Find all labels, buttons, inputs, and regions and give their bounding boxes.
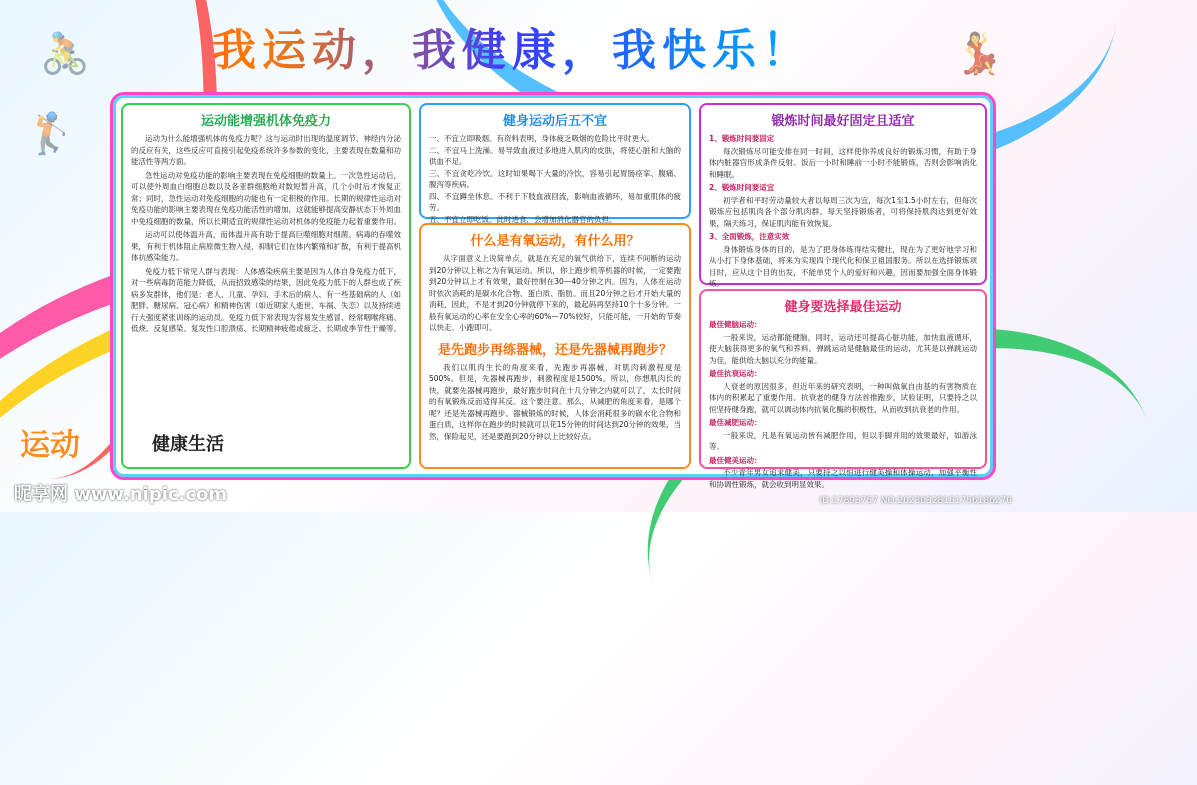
panel-best-exercise [699,289,987,489]
immunity-paragraph: 免疫力低下常见人群与表现：人体感染疾病主要是因为人体自身免疫力低下，对一些病毒防范能力降低，从而招致感染的结果，因此免疫力低下的人群也成了疾病多发群体，他们是：老人、儿童、孕妇、手术后的病人、有一些基础病的人（如肥胖、糖尿病、冠心病）和精神伤害（如近期家人逝世、车祸、失恋）以及持续进行大强度紧张训练的运动员。免疫力低下常表现为容易发生感冒、经常咽喉疼痛、低烧、反复感染、复发性口腔溃疡、长期精神疲倦或疲乏、长期或季节性干燥等。 [131,266,401,333]
panel-best-exercise-title: 健身要选择最佳运动 [784,300,902,315]
list-item: 四、不宜蹲坐休息。不利于下肢血液回流，影响血液循环，易加重肌体的疲劳。 [429,191,681,212]
list-item: 二、不宜马上洗澡。易导致血液过多地进入肌肉的皮肤，将使心脏和大脑的供血不足。 [429,145,681,166]
section-text: 不少青年男女追求健美，只要持之以恒进行健美操和体操运动，加强平衡性和协调性锻炼，就会收到明显效果。 [709,468,977,489]
watermark-left: 昵享网 www.nipic.com [14,484,228,505]
panel-immunity-body [123,133,409,335]
sport-logo-subtitle: 健康生活 [152,434,224,455]
list-item: 一、不宜立即吸烟。有资料表明，身体疲乏吸烟的危险比平时更大。 [429,134,654,143]
list-item: 三、不宜贪吃冷饮。这时如果喝下大量的冷饮，容易引起胃肠痉挛、腹痛、腹泻等疾病。 [429,168,681,189]
sport-logo: 运动 [20,428,80,463]
watermark-right: ID:17893757 NO:20230328151756186270 [819,496,1012,506]
panel-five-donts [419,103,691,224]
section-heading: 2、锻炼时间要适宜 [709,183,775,192]
page-title: 我运动，我健康，我快乐！ [0,14,1024,78]
panel-immunity-title: 运动能增强机体免疫力 [200,114,331,129]
section-heading: 最佳健美运动： [709,455,762,465]
section-text: 身体锻炼身体的目的，是为了把身体练得结实健壮，现在为了更好地学习和从小打下身体基础，将来为实现四个现代化和保卫祖国服务。所以在选择锻炼项目时，应从这个目的出发，不能单凭个人的爱好和兴趣，因而要加强全面身体锻炼。 [709,244,977,288]
panel-exercise-time-title: 锻炼时间最好固定且适宜 [771,114,915,129]
panel-exercise-time [699,103,987,288]
section-text: 一般来说，凡是有氧运动皆有减肥作用，但以手脚并用的效果最好，如游泳等。 [709,430,977,451]
section-text: 人衰老的原因很多，但近年来的研究表明，一种叫做氧自由基的有害物质在体内的积累起了重要作用。抗衰老的健身方法首推跑步，试验证明，只要持之以恒坚持健身跑，就可以调动体内抗氧化酶的积极性，从而收到抗衰老的作用。 [709,381,977,414]
aerobic-paragraph: 从字面意义上说简单点，就是在充足的氧气供给下，连续不间断的运动到20分钟以上称之为有氧运动。所以，你上跑步机等机器的时候，一定要跑到20分钟以上才有效果，最好控制在30—40分钟之内。因为，人体在运动时依次消耗的是碳水化合物、蛋白质、脂肪。而且20分钟之后才开始大量的消耗，因此，不是才到20分钟就停下来的，最起码再坚持10个十多分钟。一般有氧运动的心率在安全心率的60%—70%较好，只能可能，一开始的节奏以快走、小跑即可。 [429,254,681,332]
immunity-paragraph: 运动为什么能增强机体的免疫力呢？这与运动时出现的温度调节、神经内分泌的反应有关，这些反应可直接引起免疫系统许多参数的变化，主要表现在数量和功能活性等两方面。 [131,134,401,166]
panel-best-exercise-body [701,319,985,490]
order-paragraph: 我们以肌肉生长的角度来看，先跑步再器械，对肌肉刺激程度是500%。但是，先器械再跑步，刺激程度是1500%。所以，你想肌肉长的快，就要先器械再跑步，最好跑步时间在十几分钟之内就可以了，太长时间的有氧锻炼反而适得其反。这个要注意。那么，从减肥的角度来看，是哪个呢？还是先器械再跑步。器械锻炼的时候，人体会消耗很多的碳水化合物和蛋白质，这样你在跑步的时候就可以花15分钟的时间达到20分钟的效果，当然，保险起见，还是要跑到20分钟以上比较好点。 [429,362,681,441]
list-item: 五、不宜立即吃饭。此时进食，会增加消化器官的负担。 [429,214,617,224]
section-heading: 最佳减肥运动： [709,418,762,427]
section-heading: 3、全面锻炼，注意实效 [709,232,790,241]
immunity-paragraph: 急性运动对免疫功能的影响主要表现在免疫细胞的数量上。一次急性运动后，可以使外周血白细胞总数以及各亚群细胞绝对数短暂升高，几个小时后才恢复正常；同时，急性运动对免疫细胞的功能也有一定积极的作用。长期的规律性运动对免疫功能的影响主要表现在免疫功能活性的增加，这就能够提高安静状态下外周血中免疫细胞的数量，所以长期适宜的规律性运动对机体的免疫能力起着重要作用。 [131,170,401,226]
section-text: 每次锻炼尽可能安排在同一时间，这样使你养成良好的锻炼习惯，有助于身体内脏器官形成条件反射。饭后一小时和睡前一小时不能锻炼，否则会影响消化和睡眠。 [709,146,977,179]
panel-order-body [421,362,689,443]
section-text: 初学者和平时劳动量较大者以每周三次为宜，每次1至1.5小时左右，但每次锻炼应包括肌肉各个部分肌肉群。每天坚持锻炼者，可将保持肌肉达到更好效果，隔天练习，保证肌肉能有效恢复。 [709,195,977,228]
panel-order-title: 是先跑步再练器械，还是先器械再跑步？ [437,342,672,358]
panel-aerobic-title: 什么是有氧运动，有什么用？ [470,234,640,249]
panel-exercise-time-body [701,133,985,290]
panel-aerobic [419,223,691,469]
section-heading: 1、锻炼时间要固定 [709,134,775,143]
golfer-icon: 🏌 [26,111,76,157]
section-text: 一般来说，运动都能健脑，同时，运动还可提高心脏功能，加快血液循环，使大脑获得更多的氧气和养料。弹跳运动是健脑最佳的运动，尤其是以弹跳运动为佳，能供给大脑以充分的能量。 [709,332,977,365]
panel-five-donts-body [421,133,689,225]
content-board [110,92,996,489]
panel-five-donts-title: 健身运动后五不宜 [502,114,607,129]
immunity-paragraph: 运动可以使体温升高，而体温升高有助于提高巨噬细胞对细菌、病毒的吞噬效果，有利于机体阻止病原微生物入侵，抑制它们在体内繁殖和扩散，有利于提高机体抗感染能力。 [131,230,401,262]
panel-immunity [121,103,411,469]
section-heading: 最佳抗衰运动： [709,369,762,378]
panel-aerobic-body [421,253,689,334]
section-heading: 最佳健脑运动： [709,320,762,329]
